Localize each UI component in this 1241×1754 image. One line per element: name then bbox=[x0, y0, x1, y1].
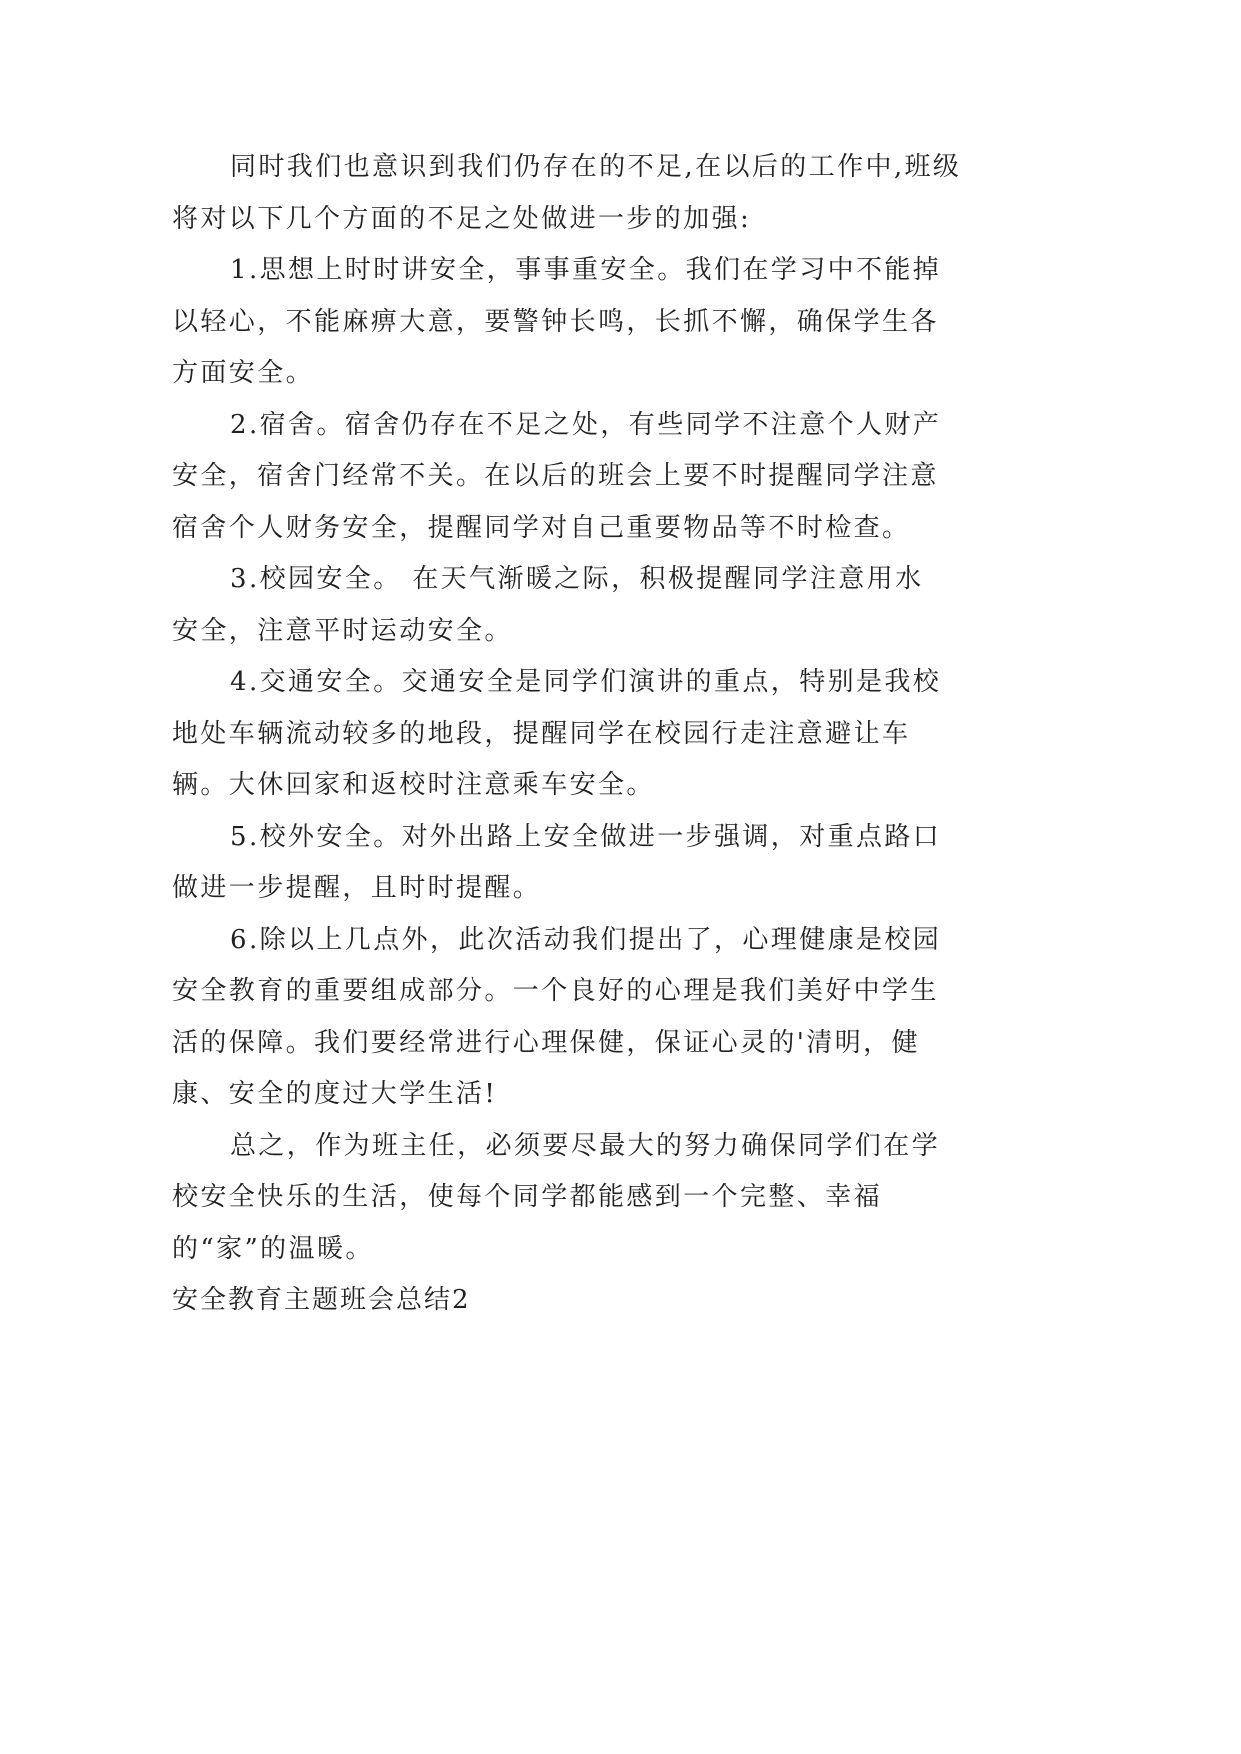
paragraph-item-5: 5.校外安全。对外出路上安全做进一步强调，对重点路口做进一步提醒，且时时提醒。 bbox=[172, 821, 942, 903]
document-body bbox=[172, 142, 972, 1327]
paragraph-item-3: 3.校园安全。 在天气渐暖之际，积极提醒同学注意用水安全，注意平时运动安全。 bbox=[172, 564, 924, 646]
paragraph-item-6: 6.除以上几点外，此次活动我们提出了，心理健康是校园安全教育的重要组成部分。一个良好的心理是我们美好中学生活的保障。我们要经常进行心理保健，保证心灵的'清明，健康、安全的度过大学生活! bbox=[172, 924, 942, 1109]
paragraph-item-1: 1.思想上时时讲安全，事事重安全。我们在学习中不能掉以轻心，不能麻痹大意，要警钟长鸣，长抓不懈，确保学生各方面安全。 bbox=[172, 255, 942, 388]
paragraph-conclusion: 总之，作为班主任，必须要尽最大的努力确保同学们在学校安全快乐的生活，使每个同学都能感到一个完整、幸福的“家”的温暖。 bbox=[172, 1130, 941, 1264]
paragraph-item-2: 2.宿舍。宿舍仍存在不足之处，有些同学不注意个人财产安全，宿舍门经常不关。在以后的班会上要不时提醒同学注意宿舍个人财务安全，提醒同学对自己重要物品等不时检查。 bbox=[172, 409, 942, 543]
paragraph-item-4: 4.交通安全。交通安全是同学们演讲的重点，特别是我校地处车辆流动较多的地段，提醒同学在校园行走注意避让车辆。大休回家和返校时注意乘车安全。 bbox=[172, 667, 942, 800]
section-heading: 安全教育主题班会总结2 bbox=[172, 1285, 471, 1315]
paragraph-intro: 同时我们也意识到我们仍存在的不足,在以后的工作中,班级将对以下几个方面的不足之处做进一步的加强: bbox=[172, 152, 962, 234]
